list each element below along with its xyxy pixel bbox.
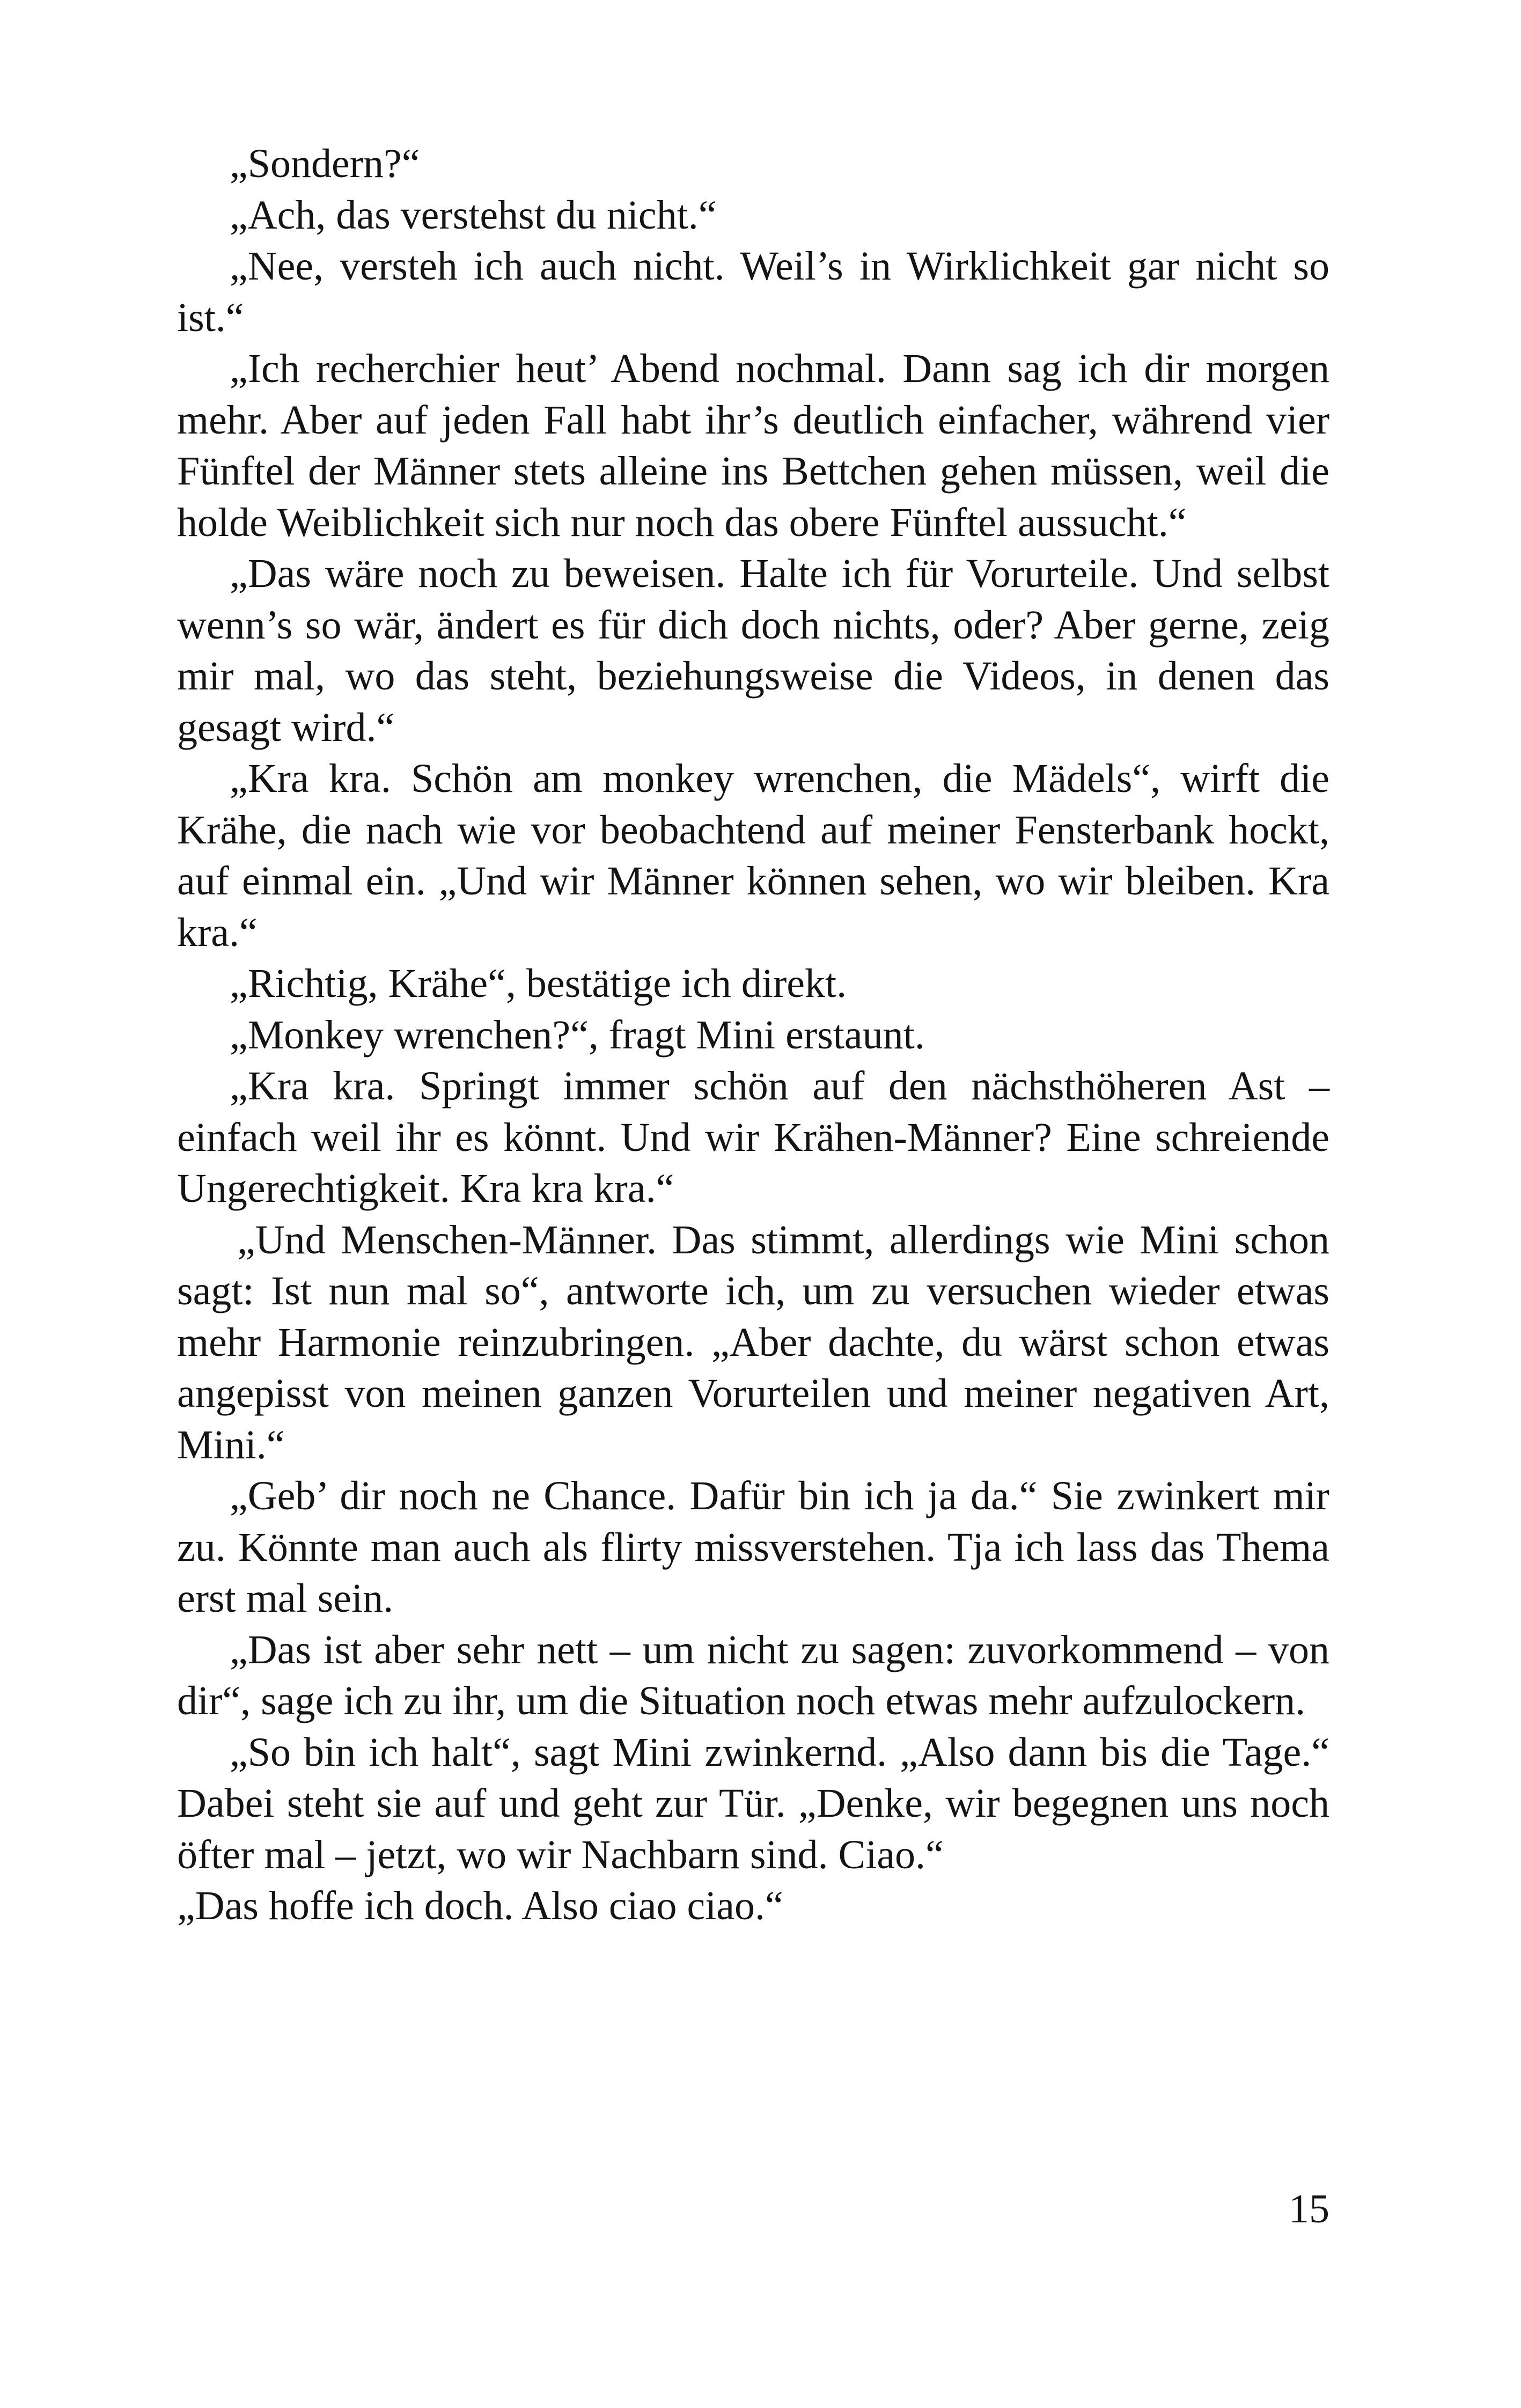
paragraph: „Das wäre noch zu beweisen. Halte ich für Vorurteile. Und selbst wenn’s so wär, ändert es für dich doch nichts, oder? Aber gerne, zeig mir mal, wo das steht, beziehungsweise die Videos, in denen das gesagt wird.“ bbox=[177, 551, 1329, 750]
paragraph: „Ach, das verstehst du nicht.“ bbox=[230, 192, 717, 238]
paragraph: „Geb’ dir noch ne Chance. Dafür bin ich ja da.“ Sie zwinkert mir zu. Könnte man auch als flirty missverstehen. Tja ich lass das Thema erst mal sein. bbox=[177, 1473, 1329, 1621]
paragraph: „Das hoffe ich doch. Also ciao ciao.“ bbox=[177, 1883, 783, 1928]
paragraph: „Richtig, Krähe“, bestätige ich direkt. bbox=[230, 961, 847, 1006]
paragraph: „Kra kra. Springt immer schön auf den nächsthöheren Ast – einfach weil ihr es könnt. Und wir Krähen-Männer? Eine schreiende Ungerechtigkeit. Kra kra kra.“ bbox=[177, 1063, 1329, 1211]
page-number: 15 bbox=[1289, 2186, 1329, 2231]
paragraph: „Ich recherchier heut’ Abend nochmal. Dann sag ich dir morgen mehr. Aber auf jeden Fall habt ihr’s deutlich einfacher, während vier Fünftel der Männer stets alleine ins Bettchen gehen müssen, weil die holde Weiblichkeit sich nur noch das obere Fünftel aussucht.“ bbox=[177, 346, 1329, 545]
paragraph: „So bin ich halt“, sagt Mini zwinkernd. „Also dann bis die Tage.“ Dabei steht sie auf und geht zur Tür. „Denke, wir begegnen uns noch öfter mal – jetzt, wo wir Nachbarn sind. Ciao.“ bbox=[177, 1729, 1329, 1877]
paragraph: „Sondern?“ bbox=[230, 141, 420, 186]
paragraph: „Monkey wrenchen?“, fragt Mini erstaunt. bbox=[230, 1012, 925, 1058]
body-text bbox=[177, 138, 1329, 1932]
paragraph: „Nee, versteh ich auch nicht. Weil’s in Wirklichkeit gar nicht so ist.“ bbox=[177, 244, 1329, 340]
paragraph: „Und Menschen-Männer. Das stimmt, allerdings wie Mini schon sagt: Ist nun mal so“, antworte ich, um zu versuchen wieder etwas mehr Harmonie reinzubringen. „Aber dachte, du wärst schon etwas angepisst von meinen ganzen Vorurteilen und meiner negativen Art, Mini.“ bbox=[177, 1217, 1329, 1467]
paragraph: „Das ist aber sehr nett – um nicht zu sagen: zuvorkommend – von dir“, sage ich zu ihr, um die Situation noch etwas mehr aufzulockern. bbox=[177, 1627, 1329, 1723]
paragraph: „Kra kra. Schön am monkey wrenchen, die Mädels“, wirft die Krähe, die nach wie vor beobachtend auf meiner Fensterbank hockt, auf einmal ein. „Und wir Männer können sehen, wo wir bleiben. Kra kra.“ bbox=[177, 756, 1329, 955]
